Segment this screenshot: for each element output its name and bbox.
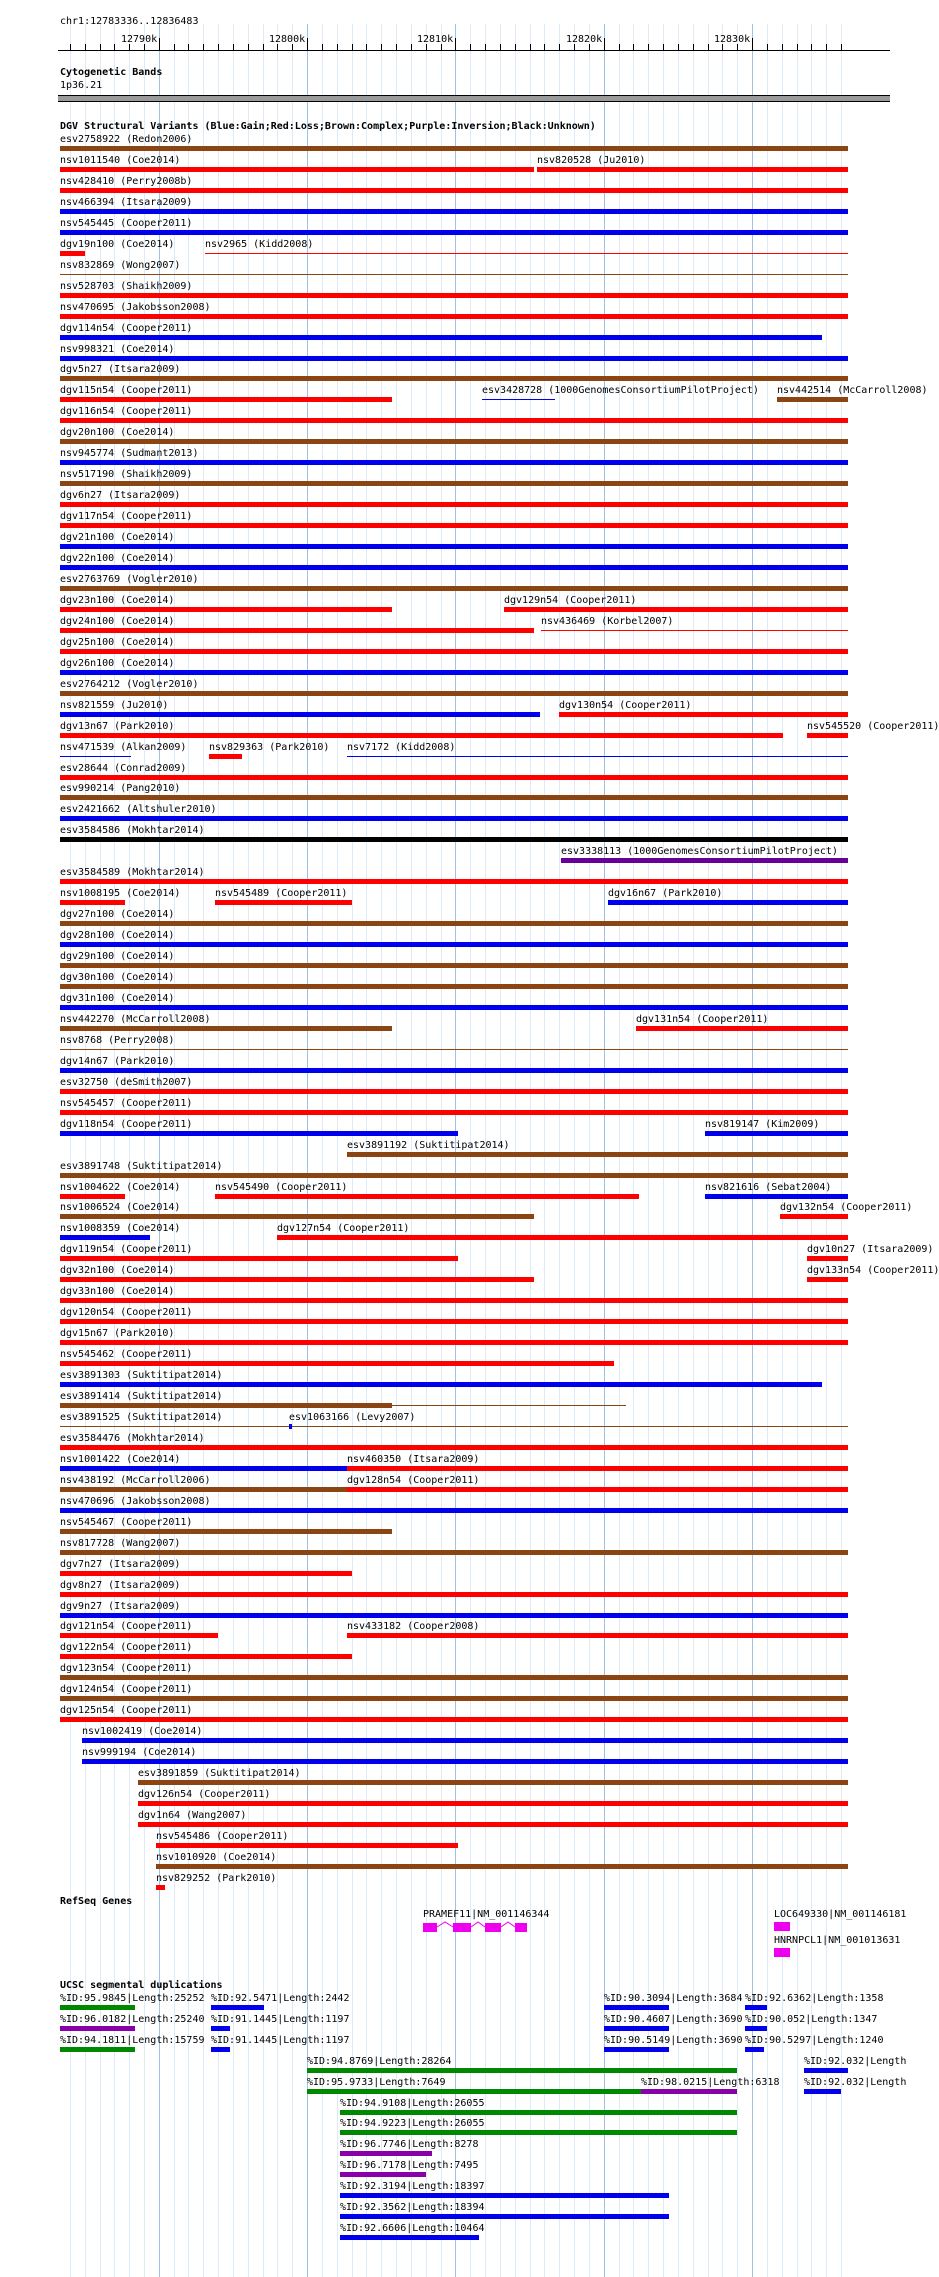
sv-feature-bar[interactable] <box>60 1277 534 1282</box>
sv-feature-label: nsv821616 (Sebat2004) <box>705 1182 832 1193</box>
sv-feature-bar[interactable] <box>705 1194 848 1199</box>
sv-feature-bar[interactable] <box>60 335 822 340</box>
gene-label: PRAMEF11|NM_001146344 <box>423 1909 550 1920</box>
sv-feature-bar[interactable] <box>60 921 848 926</box>
sv-feature-bar[interactable] <box>60 188 848 193</box>
sv-feature-bar[interactable] <box>60 1592 848 1597</box>
segdup-label: %ID:96.7746|Length:8278 <box>340 2139 479 2150</box>
sv-feature-label: dgv127n54 (Cooper2011) <box>277 1223 410 1234</box>
sv-feature-label: nsv2965 (Kidd2008) <box>205 239 314 250</box>
gene-label: HNRNPCL1|NM_001013631 <box>774 1935 901 1946</box>
sv-feature-label: dgv29n100 (Coe2014) <box>60 951 175 962</box>
sv-feature-label: nsv545457 (Cooper2011) <box>60 1098 193 1109</box>
gene-exon <box>515 1923 527 1932</box>
gene-label: LOC649330|NM_001146181 <box>774 1909 907 1920</box>
sv-feature-label: nsv1004622 (Coe2014) <box>60 1182 181 1193</box>
sv-feature-bar[interactable] <box>277 1235 848 1240</box>
sv-feature-bar[interactable] <box>60 1445 848 1450</box>
sv-feature-label: dgv126n54 (Cooper2011) <box>138 1789 271 1800</box>
sv-feature-bar[interactable] <box>60 1550 848 1555</box>
sv-feature-label: dgv19n100 (Coe2014) <box>60 239 175 250</box>
sv-feature-bar[interactable] <box>60 314 848 319</box>
sv-feature-bar[interactable] <box>60 775 848 780</box>
sv-feature-label: esv1063166 (Levy2007) <box>289 1412 416 1423</box>
cytoband-label: 1p36.21 <box>60 80 103 91</box>
sv-feature-bar[interactable] <box>60 418 848 423</box>
ruler-major-tick <box>307 38 308 50</box>
segdup-label: %ID:92.3194|Length:18397 <box>340 2181 485 2192</box>
sv-feature-bar[interactable] <box>60 1173 848 1178</box>
sv-feature-bar[interactable] <box>347 1466 848 1471</box>
sv-feature-bar[interactable] <box>289 1424 292 1429</box>
ruler-major-tick <box>455 38 456 50</box>
segdup-label: %ID:92.032|Length <box>804 2077 907 2088</box>
sv-feature-label: esv3891748 (Suktitipat2014) <box>60 1161 223 1172</box>
sv-feature-bar[interactable] <box>60 1382 822 1387</box>
sv-feature-label: dgv20n100 (Coe2014) <box>60 427 175 438</box>
sv-feature-bar[interactable] <box>60 795 848 800</box>
ruler-tick-label: 12810k <box>417 34 454 45</box>
sv-feature-bar[interactable] <box>608 900 848 905</box>
segdup-label: %ID:94.9223|Length:26055 <box>340 2118 485 2129</box>
sv-feature-bar[interactable] <box>60 900 125 905</box>
sv-feature-label: dgv115n54 (Cooper2011) <box>60 385 193 396</box>
sv-feature-bar[interactable] <box>392 1405 626 1406</box>
segdup-label: %ID:92.5471|Length:2442 <box>211 1993 350 2004</box>
sv-feature-label: nsv829363 (Park2010) <box>209 742 330 753</box>
segdup-bar[interactable] <box>211 2026 230 2031</box>
sv-feature-label: nsv471539 (Alkan2009) <box>60 742 187 753</box>
sv-feature-bar[interactable] <box>60 816 848 821</box>
sv-feature-label: dgv5n27 (Itsara2009) <box>60 364 181 375</box>
segdup-bar[interactable] <box>340 2110 737 2115</box>
segdup-label: %ID:90.4607|Length:3690 <box>604 2014 743 2025</box>
sv-feature-label: dgv131n54 (Cooper2011) <box>636 1014 769 1025</box>
sv-feature-label: nsv442270 (McCarroll2008) <box>60 1014 211 1025</box>
sv-feature-label: dgv28n100 (Coe2014) <box>60 930 175 941</box>
sv-feature-label: dgv27n100 (Coe2014) <box>60 909 175 920</box>
sv-feature-bar[interactable] <box>60 586 848 591</box>
sv-feature-label: dgv31n100 (Coe2014) <box>60 993 175 1004</box>
sv-feature-bar[interactable] <box>60 376 848 381</box>
gene-exon <box>485 1923 501 1932</box>
segdup-bar[interactable] <box>745 2047 764 2052</box>
sv-feature-label: nsv545445 (Cooper2011) <box>60 218 193 229</box>
sv-feature-label: dgv128n54 (Cooper2011) <box>347 1475 480 1486</box>
ruler-tick-label: 12800k <box>269 34 306 45</box>
segdup-bar[interactable] <box>745 2005 767 2010</box>
location-label: chr1:12783336..12836483 <box>60 16 199 27</box>
gene-exon <box>423 1923 437 1932</box>
segdup-label: %ID:91.1445|Length:1197 <box>211 2035 350 2046</box>
sv-feature-bar[interactable] <box>60 1026 392 1031</box>
sv-feature-label: dgv133n54 (Cooper2011) <box>807 1265 939 1276</box>
sv-feature-label: nsv438192 (McCarroll2006) <box>60 1475 211 1486</box>
sv-feature-bar[interactable] <box>60 544 848 549</box>
dgv-track-title: DGV Structural Variants (Blue:Gain;Red:Loss;Brown:Complex;Purple:Inversion;Black:Unknown) <box>60 121 596 132</box>
sv-feature-bar[interactable] <box>60 1131 458 1136</box>
sv-feature-bar[interactable] <box>60 1426 848 1427</box>
sv-feature-label: nsv460350 (Itsara2009) <box>347 1454 480 1465</box>
sv-feature-label: dgv124n54 (Cooper2011) <box>60 1684 193 1695</box>
sv-feature-label: nsv545467 (Cooper2011) <box>60 1517 193 1528</box>
sv-feature-bar[interactable] <box>60 1529 392 1534</box>
sv-feature-label: nsv1010920 (Coe2014) <box>156 1852 277 1863</box>
sv-feature-bar[interactable] <box>138 1822 848 1827</box>
sv-feature-bar[interactable] <box>60 1340 848 1345</box>
sv-feature-label: dgv14n67 (Park2010) <box>60 1056 175 1067</box>
segdup-label: %ID:94.8769|Length:28264 <box>307 2056 452 2067</box>
segdup-label: %ID:91.1445|Length:1197 <box>211 2014 350 2025</box>
sv-feature-label: nsv1008359 (Coe2014) <box>60 1223 181 1234</box>
sv-feature-bar[interactable] <box>60 670 848 675</box>
sv-feature-label: esv3891525 (Suktitipat2014) <box>60 1412 223 1423</box>
ruler-axis <box>58 50 890 51</box>
gene-intron <box>437 1922 453 1927</box>
sv-feature-bar[interactable] <box>60 1298 848 1303</box>
sv-feature-label: esv3428728 (1000GenomesConsortiumPilotProject) <box>482 385 759 396</box>
sv-feature-label: nsv545462 (Cooper2011) <box>60 1349 193 1360</box>
sv-feature-label: dgv1n64 (Wang2007) <box>138 1810 247 1821</box>
sv-feature-label: nsv821559 (Ju2010) <box>60 700 169 711</box>
sv-feature-label: nsv832869 (Wong2007) <box>60 260 181 271</box>
sv-feature-bar[interactable] <box>60 607 392 612</box>
segdup-bar[interactable] <box>340 2130 737 2135</box>
segdup-label: %ID:96.0182|Length:25240 <box>60 2014 205 2025</box>
sv-feature-label: nsv1011540 (Coe2014) <box>60 155 181 166</box>
sv-feature-label: nsv545489 (Cooper2011) <box>215 888 348 899</box>
sv-feature-label: dgv8n27 (Itsara2009) <box>60 1580 181 1591</box>
sv-feature-label: dgv33n100 (Coe2014) <box>60 1286 175 1297</box>
segdup-bar[interactable] <box>340 2172 426 2177</box>
sv-feature-bar[interactable] <box>60 1675 848 1680</box>
sv-feature-bar[interactable] <box>780 1214 848 1219</box>
sv-feature-label: nsv7172 (Kidd2008) <box>347 742 456 753</box>
sv-feature-bar[interactable] <box>60 439 848 444</box>
sv-feature-label: nsv436469 (Korbel2007) <box>541 616 674 627</box>
sv-feature-label: dgv122n54 (Cooper2011) <box>60 1642 193 1653</box>
sv-feature-bar[interactable] <box>60 712 540 717</box>
sv-feature-label: nsv528703 (Shaikh2009) <box>60 281 193 292</box>
sv-feature-label: esv3891414 (Suktitipat2014) <box>60 1391 223 1402</box>
sv-feature-bar[interactable] <box>60 1235 150 1240</box>
segdup-bar[interactable] <box>307 2068 737 2073</box>
sv-feature-bar[interactable] <box>807 1277 848 1282</box>
segdup-label: %ID:95.9733|Length:7649 <box>307 2077 446 2088</box>
sv-feature-bar[interactable] <box>60 460 848 465</box>
sv-feature-bar[interactable] <box>60 963 848 968</box>
sv-feature-label: esv2763769 (Vogler2010) <box>60 574 199 585</box>
sv-feature-bar[interactable] <box>215 1194 639 1199</box>
segdup-bar[interactable] <box>60 2047 135 2052</box>
segdup-label: %ID:94.9108|Length:26055 <box>340 2098 485 2109</box>
sv-feature-label: dgv117n54 (Cooper2011) <box>60 511 193 522</box>
sv-feature-label: nsv998321 (Coe2014) <box>60 344 175 355</box>
sv-feature-label: dgv21n100 (Coe2014) <box>60 532 175 543</box>
sv-feature-label: dgv25n100 (Coe2014) <box>60 637 175 648</box>
segdup-bar[interactable] <box>804 2089 841 2094</box>
sv-feature-label: nsv8768 (Perry2008) <box>60 1035 175 1046</box>
sv-feature-label: nsv517190 (Shaikh2009) <box>60 469 193 480</box>
sv-feature-bar[interactable] <box>777 397 848 402</box>
sv-feature-bar[interactable] <box>60 146 848 151</box>
ruler-tick-label: 12830k <box>714 34 751 45</box>
sv-feature-label: dgv118n54 (Cooper2011) <box>60 1119 193 1130</box>
sv-feature-label: dgv129n54 (Cooper2011) <box>504 595 637 606</box>
gene-intron <box>501 1922 515 1927</box>
sv-feature-label: nsv466394 (Itsara2009) <box>60 197 193 208</box>
sv-feature-bar[interactable] <box>60 691 848 696</box>
sv-feature-label: esv28644 (Conrad2009) <box>60 763 187 774</box>
sv-feature-bar[interactable] <box>504 607 848 612</box>
sv-feature-label: dgv121n54 (Cooper2011) <box>60 1621 193 1632</box>
sv-feature-bar[interactable] <box>347 1487 848 1492</box>
sv-feature-bar[interactable] <box>60 1049 848 1050</box>
segdup-label: %ID:90.5149|Length:3690 <box>604 2035 743 2046</box>
ruler-major-tick <box>604 38 605 50</box>
sv-feature-bar[interactable] <box>82 1759 848 1764</box>
sv-feature-bar[interactable] <box>807 733 848 738</box>
sv-feature-bar[interactable] <box>60 1256 458 1261</box>
sv-feature-bar[interactable] <box>60 565 848 570</box>
sv-feature-bar[interactable] <box>60 1110 848 1115</box>
segdup-bar[interactable] <box>60 2005 135 2010</box>
segdup-label: %ID:95.9845|Length:25252 <box>60 1993 205 2004</box>
sv-feature-label: nsv545486 (Cooper2011) <box>156 1831 289 1842</box>
sv-feature-bar[interactable] <box>60 1654 352 1659</box>
gene-model[interactable] <box>774 1948 790 1957</box>
sv-feature-bar[interactable] <box>60 293 848 298</box>
sv-feature-bar[interactable] <box>60 1403 392 1408</box>
segdup-bar[interactable] <box>641 2089 737 2094</box>
sv-feature-bar[interactable] <box>60 1571 352 1576</box>
sv-feature-label: nsv999194 (Coe2014) <box>82 1747 197 1758</box>
segdup-track-title: UCSC segmental duplications <box>60 1980 223 1991</box>
sv-feature-bar[interactable] <box>60 1696 848 1701</box>
sv-feature-bar[interactable] <box>156 1843 458 1848</box>
sv-feature-bar[interactable] <box>60 942 848 947</box>
sv-feature-label: nsv470695 (Jakobsson2008) <box>60 302 211 313</box>
refseq-track-title: RefSeq Genes <box>60 1896 133 1907</box>
sv-feature-label: dgv26n100 (Coe2014) <box>60 658 175 669</box>
sv-feature-bar[interactable] <box>60 1613 848 1618</box>
sv-feature-label: dgv125n54 (Cooper2011) <box>60 1705 193 1716</box>
sv-feature-label: esv2764212 (Vogler2010) <box>60 679 199 690</box>
sv-feature-label: esv3891192 (Suktitipat2014) <box>347 1140 510 1151</box>
sv-feature-bar[interactable] <box>60 356 848 361</box>
sv-feature-bar[interactable] <box>60 1089 848 1094</box>
sv-feature-label: esv3891859 (Suktitipat2014) <box>138 1768 301 1779</box>
cytoband-track-title: Cytogenetic Bands <box>60 67 163 78</box>
sv-feature-label: nsv428410 (Perry2008b) <box>60 176 193 187</box>
sv-feature-label: esv3584476 (Mokhtar2014) <box>60 1433 205 1444</box>
sv-feature-bar[interactable] <box>347 1152 848 1157</box>
sv-feature-bar[interactable] <box>60 837 848 842</box>
sv-feature-bar[interactable] <box>559 712 848 717</box>
sv-feature-label: dgv24n100 (Coe2014) <box>60 616 175 627</box>
sv-feature-label: dgv9n27 (Itsara2009) <box>60 1601 181 1612</box>
sv-feature-bar[interactable] <box>60 167 534 172</box>
sv-feature-bar[interactable] <box>636 1026 848 1031</box>
sv-feature-label: esv990214 (Pang2010) <box>60 783 181 794</box>
sv-feature-bar[interactable] <box>807 1256 848 1261</box>
sv-feature-label: dgv114n54 (Cooper2011) <box>60 323 193 334</box>
sv-feature-label: esv3338113 (1000GenomesConsortiumPilotProject) <box>561 846 838 857</box>
sv-feature-label: esv3584589 (Mokhtar2014) <box>60 867 205 878</box>
sv-feature-label: esv3891303 (Suktitipat2014) <box>60 1370 223 1381</box>
sv-feature-bar[interactable] <box>82 1738 848 1743</box>
sv-feature-bar[interactable] <box>138 1801 848 1806</box>
sv-feature-bar[interactable] <box>60 1717 848 1722</box>
sv-feature-bar[interactable] <box>60 1068 848 1073</box>
sv-feature-label: esv3584586 (Mokhtar2014) <box>60 825 205 836</box>
segdup-bar[interactable] <box>340 2235 479 2240</box>
sv-feature-bar[interactable] <box>60 481 848 486</box>
sv-feature-bar[interactable] <box>60 879 848 884</box>
sv-feature-bar[interactable] <box>156 1864 848 1869</box>
gene-intron <box>471 1922 485 1927</box>
sv-feature-label: dgv7n27 (Itsara2009) <box>60 1559 181 1570</box>
sv-feature-label: esv32750 (deSmith2007) <box>60 1077 193 1088</box>
sv-feature-label: dgv132n54 (Cooper2011) <box>780 1202 913 1213</box>
sv-feature-label: nsv1002419 (Coe2014) <box>82 1726 203 1737</box>
gene-model[interactable] <box>774 1922 790 1931</box>
sv-feature-bar[interactable] <box>60 230 848 235</box>
sv-feature-bar[interactable] <box>541 630 848 631</box>
segdup-bar[interactable] <box>604 2047 669 2052</box>
sv-feature-label: nsv433182 (Cooper2008) <box>347 1621 480 1632</box>
sv-feature-label: dgv22n100 (Coe2014) <box>60 553 175 564</box>
segdup-label: %ID:92.3562|Length:18394 <box>340 2202 485 2213</box>
sv-feature-bar[interactable] <box>482 399 555 400</box>
segdup-label: %ID:98.0215|Length:6318 <box>641 2077 780 2088</box>
segdup-bar[interactable] <box>211 2005 264 2010</box>
sv-feature-label: dgv30n100 (Coe2014) <box>60 972 175 983</box>
sv-feature-label: nsv470696 (Jakobsson2008) <box>60 1496 211 1507</box>
ruler-tick-label: 12790k <box>121 34 158 45</box>
sv-feature-bar[interactable] <box>209 754 242 759</box>
sv-feature-label: dgv120n54 (Cooper2011) <box>60 1307 193 1318</box>
sv-feature-label: nsv545490 (Cooper2011) <box>215 1182 348 1193</box>
segdup-bar[interactable] <box>804 2068 848 2073</box>
sv-feature-label: dgv6n27 (Itsara2009) <box>60 490 181 501</box>
sv-feature-label: dgv116n54 (Cooper2011) <box>60 406 193 417</box>
segdup-bar[interactable] <box>340 2214 669 2219</box>
cytoband-bar[interactable] <box>58 95 890 102</box>
sv-feature-bar[interactable] <box>60 209 848 214</box>
sv-feature-bar[interactable] <box>347 1633 848 1638</box>
segdup-label: %ID:92.6362|Length:1358 <box>745 1993 884 2004</box>
segdup-bar[interactable] <box>745 2026 767 2031</box>
segdup-bar[interactable] <box>604 2026 669 2031</box>
sv-feature-bar[interactable] <box>60 251 85 256</box>
sv-feature-bar[interactable] <box>60 1361 614 1366</box>
sv-feature-bar[interactable] <box>60 1214 534 1219</box>
sv-feature-label: nsv945774 (Sudmant2013) <box>60 448 199 459</box>
sv-feature-label: esv2758922 (Redon2006) <box>60 134 193 145</box>
segdup-label: %ID:96.7178|Length:7495 <box>340 2160 479 2171</box>
sv-feature-bar[interactable] <box>205 253 848 254</box>
sv-feature-label: nsv545520 (Cooper2011) <box>807 721 939 732</box>
segdup-bar[interactable] <box>60 2026 135 2031</box>
sv-feature-bar[interactable] <box>60 1319 848 1324</box>
sv-feature-bar[interactable] <box>60 984 848 989</box>
segdup-label: %ID:92.032|Length <box>804 2056 907 2067</box>
sv-feature-bar[interactable] <box>60 523 848 528</box>
sv-feature-label: nsv442514 (McCarroll2008) <box>777 385 928 396</box>
segdup-label: %ID:94.1811|Length:15759 <box>60 2035 205 2046</box>
sv-feature-bar[interactable] <box>60 756 131 757</box>
sv-feature-bar[interactable] <box>60 733 783 738</box>
sv-feature-label: nsv1008195 (Coe2014) <box>60 888 181 899</box>
segdup-bar[interactable] <box>340 2193 669 2198</box>
segdup-bar[interactable] <box>340 2151 432 2156</box>
sv-feature-label: dgv119n54 (Cooper2011) <box>60 1244 193 1255</box>
sv-feature-label: nsv1006524 (Coe2014) <box>60 1202 181 1213</box>
sv-feature-bar[interactable] <box>60 274 848 275</box>
sv-feature-bar[interactable] <box>347 756 848 757</box>
ruler-tick-label: 12820k <box>566 34 603 45</box>
segdup-label: %ID:90.3094|Length:3684 <box>604 1993 743 2004</box>
sv-feature-label: dgv15n67 (Park2010) <box>60 1328 175 1339</box>
segdup-bar[interactable] <box>211 2047 230 2052</box>
sv-feature-label: nsv817728 (Wang2007) <box>60 1538 181 1549</box>
sv-feature-bar[interactable] <box>156 1885 165 1890</box>
sv-feature-label: dgv16n67 (Park2010) <box>608 888 723 899</box>
sv-feature-bar[interactable] <box>537 167 848 172</box>
sv-feature-bar[interactable] <box>60 1194 125 1199</box>
ruler-major-tick <box>752 38 753 50</box>
sv-feature-bar[interactable] <box>60 628 534 633</box>
sv-feature-bar[interactable] <box>60 1508 848 1513</box>
sv-feature-label: nsv829252 (Park2010) <box>156 1873 277 1884</box>
sv-feature-label: dgv13n67 (Park2010) <box>60 721 175 732</box>
sv-feature-bar[interactable] <box>215 900 352 905</box>
segdup-label: %ID:90.052|Length:1347 <box>745 2014 878 2025</box>
segdup-label: %ID:90.5297|Length:1240 <box>745 2035 884 2046</box>
sv-feature-label: nsv819147 (Kim2009) <box>705 1119 820 1130</box>
segdup-label: %ID:92.6606|Length:10464 <box>340 2223 485 2234</box>
gene-exon <box>453 1923 471 1932</box>
sv-feature-bar[interactable] <box>60 397 392 402</box>
sv-feature-bar[interactable] <box>561 858 848 863</box>
sv-feature-bar[interactable] <box>60 649 848 654</box>
sv-feature-bar[interactable] <box>705 1131 848 1136</box>
ruler-major-tick <box>159 38 160 50</box>
sv-feature-bar[interactable] <box>60 1005 848 1010</box>
sv-feature-label: dgv123n54 (Cooper2011) <box>60 1663 193 1674</box>
sv-feature-label: dgv32n100 (Coe2014) <box>60 1265 175 1276</box>
segdup-bar[interactable] <box>604 2005 669 2010</box>
sv-feature-bar[interactable] <box>60 502 848 507</box>
gene-model[interactable] <box>423 1921 525 1935</box>
sv-feature-bar[interactable] <box>138 1780 848 1785</box>
sv-feature-label: dgv23n100 (Coe2014) <box>60 595 175 606</box>
sv-feature-label: dgv10n27 (Itsara2009) <box>807 1244 934 1255</box>
sv-feature-label: nsv1001422 (Coe2014) <box>60 1454 181 1465</box>
sv-feature-bar[interactable] <box>60 1633 218 1638</box>
sv-feature-label: nsv820528 (Ju2010) <box>537 155 646 166</box>
sv-feature-label: dgv130n54 (Cooper2011) <box>559 700 692 711</box>
sv-feature-label: esv2421662 (Altshuler2010) <box>60 804 217 815</box>
